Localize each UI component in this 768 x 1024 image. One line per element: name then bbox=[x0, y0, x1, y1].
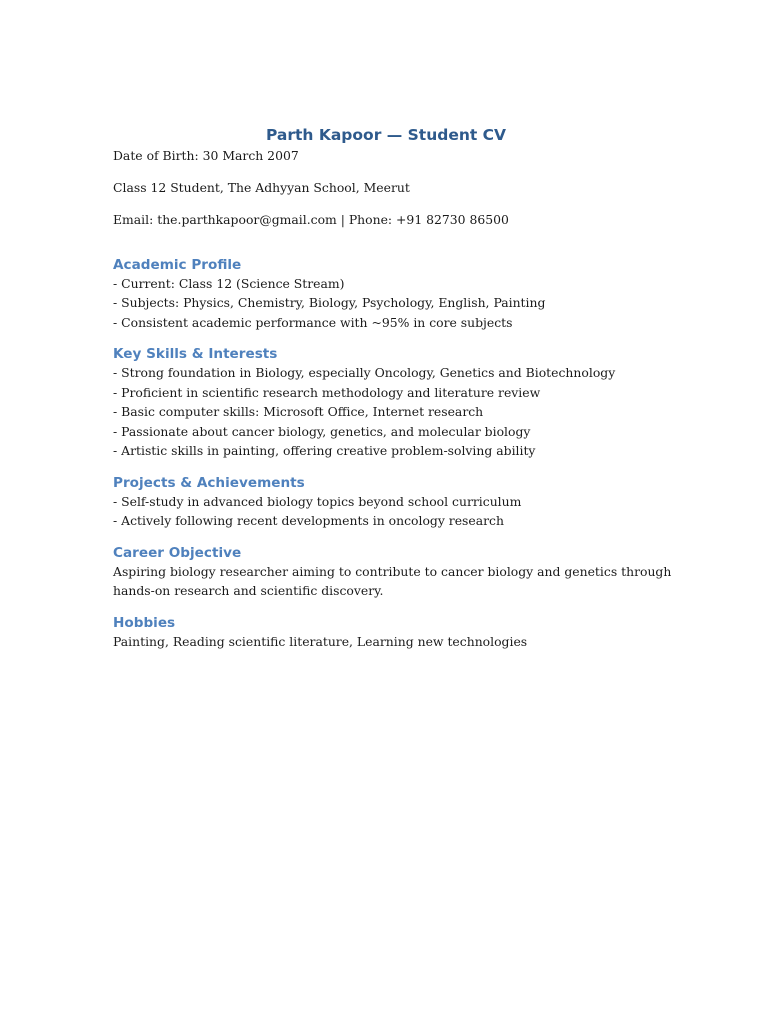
section-career-objective bbox=[113, 544, 672, 601]
section-academic-profile bbox=[113, 256, 653, 333]
section-heading: Career Objective bbox=[113, 544, 242, 561]
section-line: - Basic computer skills: Microsoft Office, Internet research bbox=[113, 404, 484, 419]
school-info: Class 12 Student, The Adhyyan School, Meerut bbox=[113, 180, 410, 195]
section-heading: Key Skills & Interests bbox=[113, 346, 278, 362]
section-line: - Self-study in advanced biology topics beyond school curriculum bbox=[113, 493, 522, 509]
section-line: - Subjects: Physics, Chemistry, Biology, Psychology, English, Painting bbox=[113, 295, 546, 310]
document-title: Parth Kapoor — Student CV bbox=[265, 126, 507, 144]
section-line: hands-on research and scientific discovery. bbox=[113, 583, 384, 598]
section-line: - Artistic skills in painting, offering creative problem-solving ability bbox=[113, 443, 536, 458]
section-line: - Passionate about cancer biology, genetics, and molecular biology bbox=[113, 423, 531, 439]
date-of-birth: Date of Birth: 30 March 2007 bbox=[113, 148, 299, 163]
section-projects bbox=[113, 474, 653, 531]
section-line: - Actively following recent developments in oncology research bbox=[113, 513, 504, 528]
section-line: - Consistent academic performance with ~95% in core subjects bbox=[113, 314, 513, 330]
section-line: - Strong foundation in Biology, especially Oncology, Genetics and Biotechnology bbox=[113, 365, 616, 380]
section-line: - Current: Class 12 (Science Stream) bbox=[113, 275, 345, 291]
section-line: - Proficient in scientific research methodology and literature review bbox=[113, 384, 541, 400]
section-key-skills bbox=[113, 345, 653, 461]
contact-info: Email: the.parthkapoor@gmail.com | Phone: +91 82730 86500 bbox=[113, 212, 509, 227]
section-heading: Hobbies bbox=[113, 614, 176, 631]
section-line: Aspiring biology researcher aiming to contribute to cancer biology and genetics through bbox=[113, 563, 672, 579]
section-line: Painting, Reading scientific literature, Learning new technologies bbox=[113, 633, 528, 649]
cv-page bbox=[113, 124, 672, 651]
section-heading: Academic Profile bbox=[113, 256, 242, 273]
section-hobbies bbox=[113, 614, 653, 652]
section-heading: Projects & Achievements bbox=[113, 474, 305, 491]
